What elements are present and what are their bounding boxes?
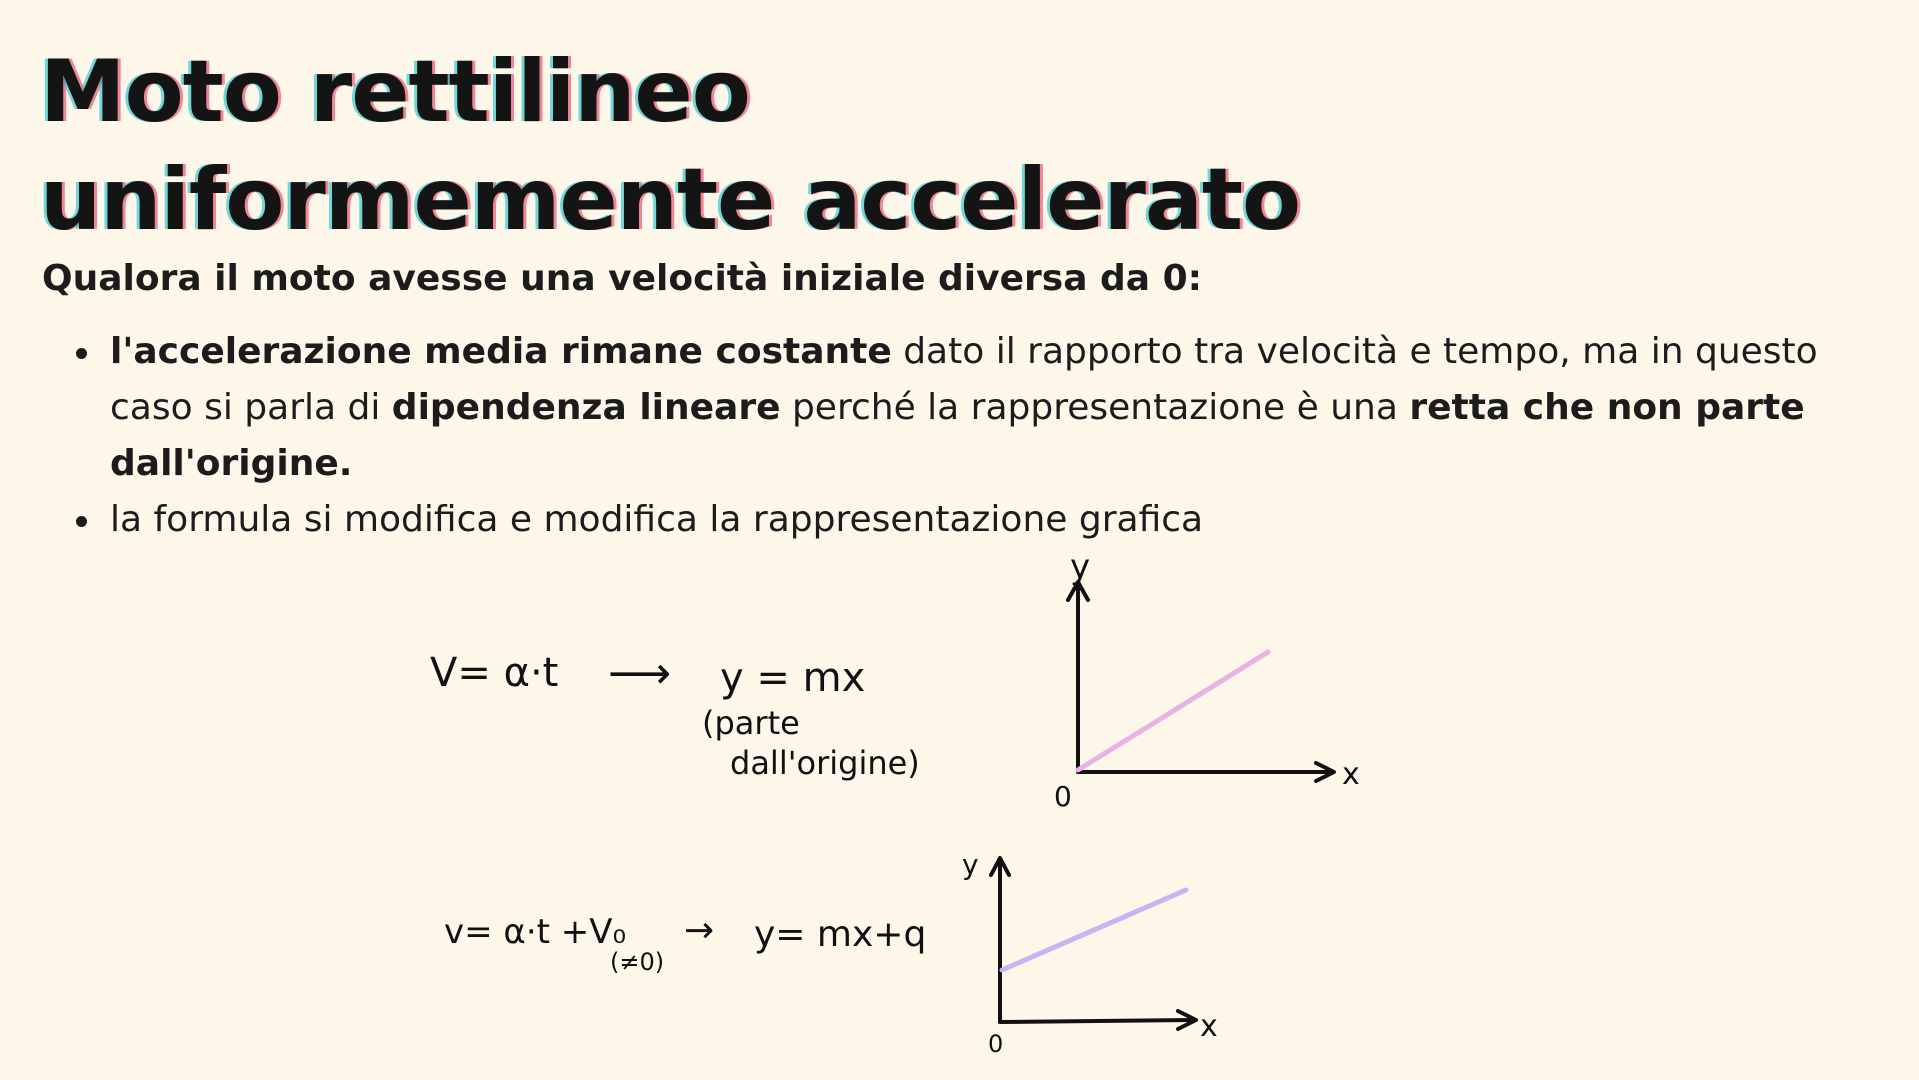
formula-note-line-1: (parte (702, 704, 800, 742)
formula-arrow: ⟶ (608, 648, 672, 699)
graph1-function-line (1078, 652, 1268, 770)
graph2-x-label: x (1200, 1009, 1218, 1044)
graph2-x-axis (1000, 1020, 1192, 1022)
formula-arrow-2: → (684, 910, 715, 951)
graph2-y-label: y (962, 848, 979, 881)
text-representation: perché la rappresentazione è una (780, 387, 1410, 428)
text-ratio: dato il rapporto tra velocità e tempo, ma in questo caso si parla di (110, 331, 1818, 428)
formula-condition: (≠0) (610, 948, 665, 976)
bold-line-not-origin: retta che non parte dall'origine. (110, 387, 1805, 484)
graph2-origin-label: 0 (988, 1030, 1004, 1058)
formula-note-line-2: dall'origine) (730, 744, 920, 782)
formula-line-equation: y = mx (720, 655, 866, 701)
title-line-1: Moto rettilineo (40, 42, 750, 142)
graph1-origin-label: 0 (1054, 780, 1072, 813)
formula-velocity-initial: v= α·t +V₀ (444, 912, 627, 952)
graph1-y-label: y (1070, 547, 1091, 587)
title-line-2: uniformemente accelerato (40, 150, 1301, 250)
graph1-x-label: x (1342, 757, 1360, 792)
bold-acceleration: l'accelerazione media rimane costante (110, 331, 892, 372)
intro-text: Qualora il moto avesse una velocità iniziale diversa da 0: (42, 258, 1203, 299)
bold-linear-dependence: dipendenza lineare (391, 387, 781, 428)
graph2-function-line (1002, 890, 1186, 970)
bullet-item-formula: la formula si modifica e modifica la rappresentazione grafica (42, 492, 1842, 548)
formula-velocity: V= α·t (430, 650, 559, 696)
formula-line-equation-2: y= mx+q (754, 914, 927, 955)
